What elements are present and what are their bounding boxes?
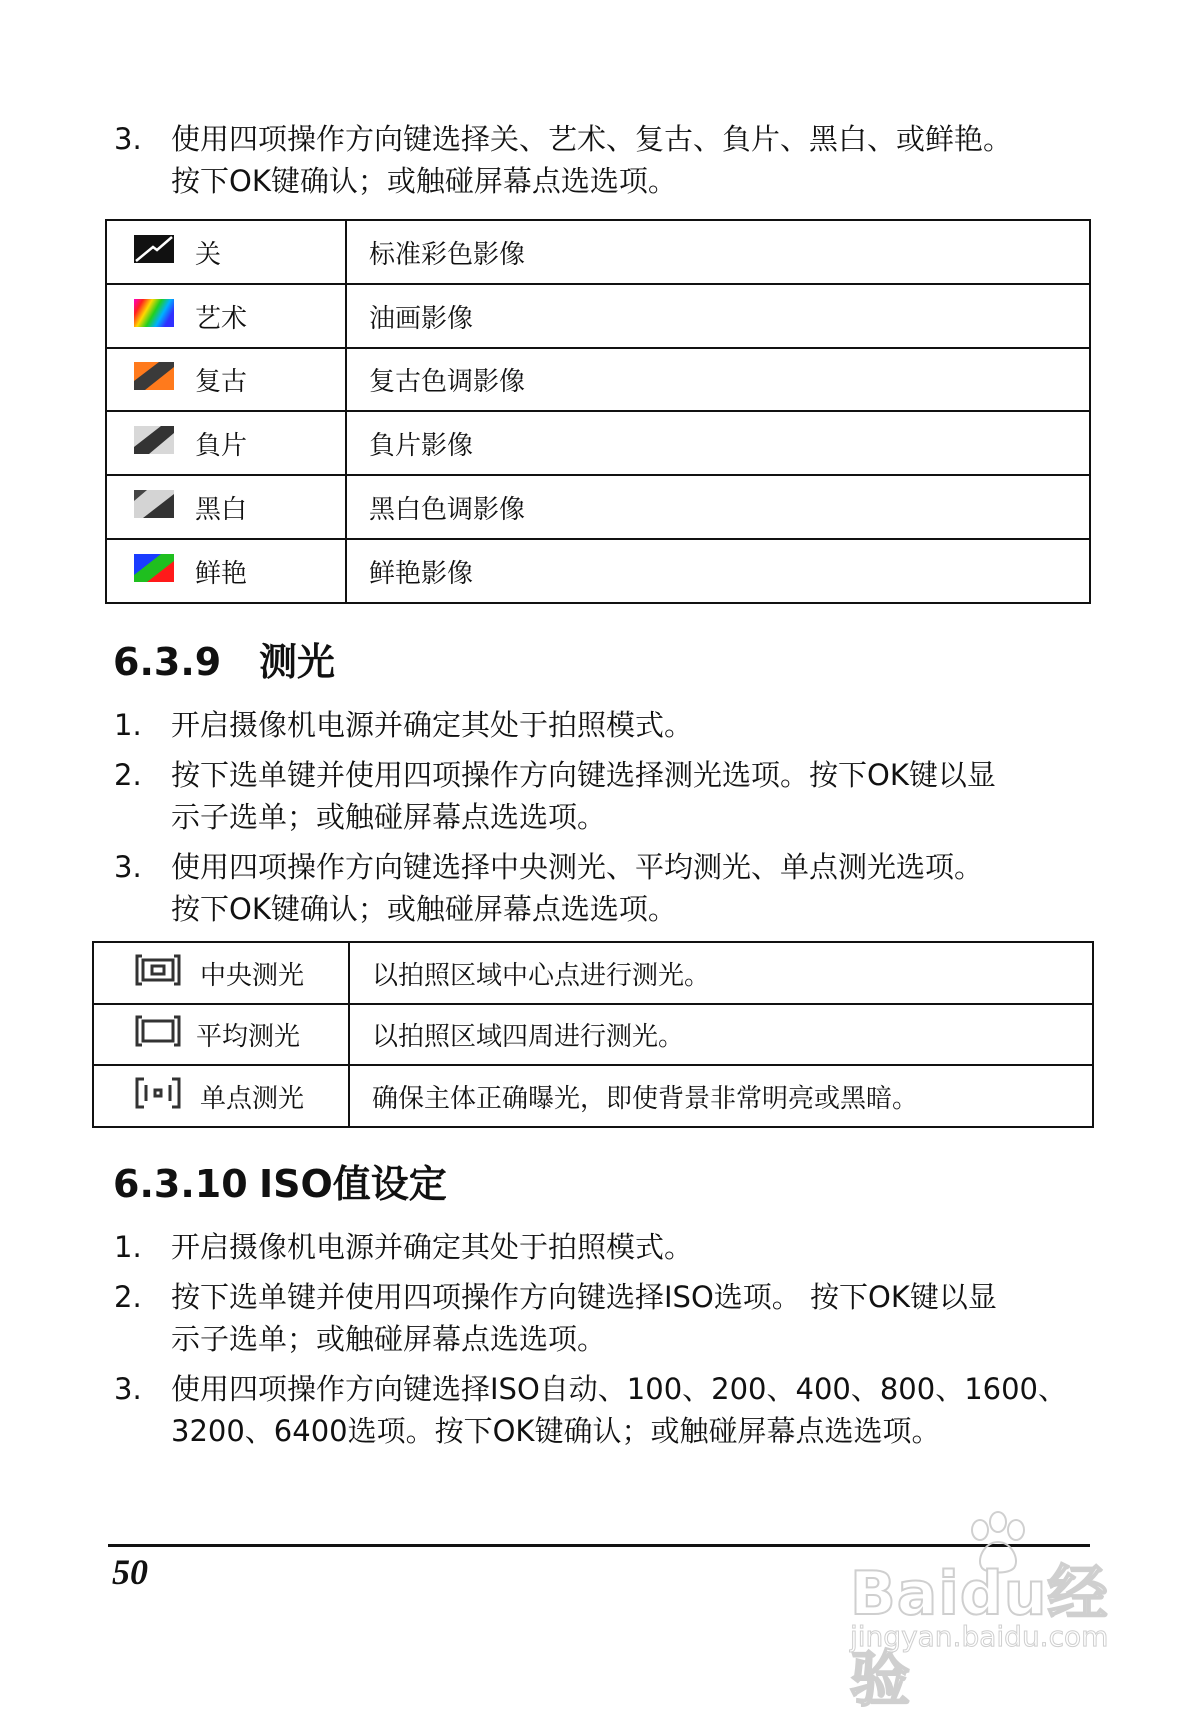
step-text-line-1: 开启摄像机电源并确定其处于拍照模式。 (171, 1230, 694, 1264)
section-title: ISO值设定 (259, 1162, 447, 1206)
section-heading-iso (113, 1153, 447, 1208)
effect-label: 关 (195, 239, 222, 270)
step-text-line-2: 按下OK键确认；或触碰屏幕点选选项。 (171, 892, 677, 926)
step-number: 2. (114, 758, 142, 792)
metering-description: 以拍照区域中心点进行测光。 (349, 942, 1093, 1004)
effect-off-icon (133, 234, 175, 271)
iso-step-1 (114, 1226, 1094, 1268)
iso-step-2 (114, 1276, 1094, 1360)
step-text-line-2: 示子选单；或触碰屏幕点选选项。 (171, 1322, 607, 1356)
step-number: 1. (114, 708, 142, 742)
effect-negative-icon (133, 425, 175, 462)
step-text-line-2: 示子选单；或触碰屏幕点选选项。 (171, 800, 607, 834)
table-row (106, 348, 1090, 411)
watermark-brand: Baidu经验 (850, 1559, 1109, 1715)
section-number: 6.3.9 (113, 640, 222, 684)
section-heading-metering (113, 631, 335, 686)
iso-step-3 (114, 1368, 1094, 1452)
table-row (106, 411, 1090, 475)
step-number: 3. (114, 850, 142, 884)
step-text-line-2: 3200、6400选项。按下OK键确认；或触碰屏幕点选选项。 (171, 1414, 941, 1448)
page-number: 50 (112, 1552, 148, 1592)
effect-description: 鲜艳影像 (346, 539, 1090, 603)
table-row (106, 539, 1090, 603)
effect-description: 負片影像 (346, 411, 1090, 475)
effect-bw-icon (133, 489, 175, 526)
metering-step-1 (114, 704, 1094, 746)
effect-description: 油画影像 (346, 284, 1090, 348)
effects-step-3 (114, 118, 1094, 202)
effect-label: 鲜艳 (195, 558, 248, 589)
spot-metering-icon (134, 1076, 182, 1117)
metering-description: 确保主体正确曝光，即使背景非常明亮或黑暗。 (349, 1065, 1093, 1127)
step-text-line-1: 按下选单键并使用四项操作方向键选择测光选项。按下OK键以显 (171, 758, 996, 792)
metering-label: 单点测光 (200, 1083, 305, 1114)
center-metering-icon (134, 953, 182, 994)
step-number: 2. (114, 1280, 142, 1314)
effect-label: 負片 (195, 430, 248, 461)
effect-vintage-icon (133, 361, 175, 398)
metering-description: 以拍照区域四周进行测光。 (349, 1004, 1093, 1065)
effect-vivid-icon (133, 553, 175, 590)
step-text-line-1: 使用四项操作方向键选择中央测光、平均测光、单点测光选项。 (171, 850, 984, 884)
metering-step-2 (114, 754, 1094, 838)
watermark-site: jingyan.baidu.com (850, 1620, 1109, 1653)
baidu-watermark (850, 1508, 1130, 1715)
step-number: 1. (114, 1230, 142, 1264)
section-number: 6.3.10 (113, 1162, 248, 1206)
table-row (106, 220, 1090, 284)
table-row (93, 1065, 1093, 1127)
table-row (106, 284, 1090, 348)
table-row (93, 1004, 1093, 1065)
metering-label: 中央测光 (200, 960, 305, 991)
effect-label: 黑白 (195, 494, 248, 525)
step-text-line-1: 按下选单键并使用四项操作方向键选择ISO选项。 按下OK键以显 (171, 1280, 997, 1314)
step-text-line-1: 使用四项操作方向键选择ISO自动、100、200、400、800、1600、 (171, 1372, 1067, 1406)
step-text-line-1: 开启摄像机电源并确定其处于拍照模式。 (171, 708, 694, 742)
metering-table (92, 941, 1094, 1128)
effect-art-icon (133, 298, 175, 335)
section-title: 测光 (259, 640, 336, 684)
step-text-line-1: 使用四项操作方向键选择关、艺术、复古、負片、黑白、或鲜艳。 (171, 122, 1013, 156)
effects-table (105, 219, 1091, 604)
step-text-line-2: 按下OK键确认；或触碰屏幕点选选项。 (171, 164, 677, 198)
step-number: 3. (114, 122, 142, 156)
metering-step-3 (114, 846, 1094, 930)
average-metering-icon (134, 1014, 182, 1055)
metering-label: 平均测光 (196, 1022, 301, 1052)
step-number: 3. (114, 1372, 142, 1406)
effect-label: 复古 (195, 367, 248, 397)
effect-description: 标准彩色影像 (346, 220, 1090, 284)
effect-label: 艺术 (195, 303, 248, 334)
table-row (93, 942, 1093, 1004)
effect-description: 复古色调影像 (346, 348, 1090, 411)
effect-description: 黑白色调影像 (346, 475, 1090, 539)
table-row (106, 475, 1090, 539)
